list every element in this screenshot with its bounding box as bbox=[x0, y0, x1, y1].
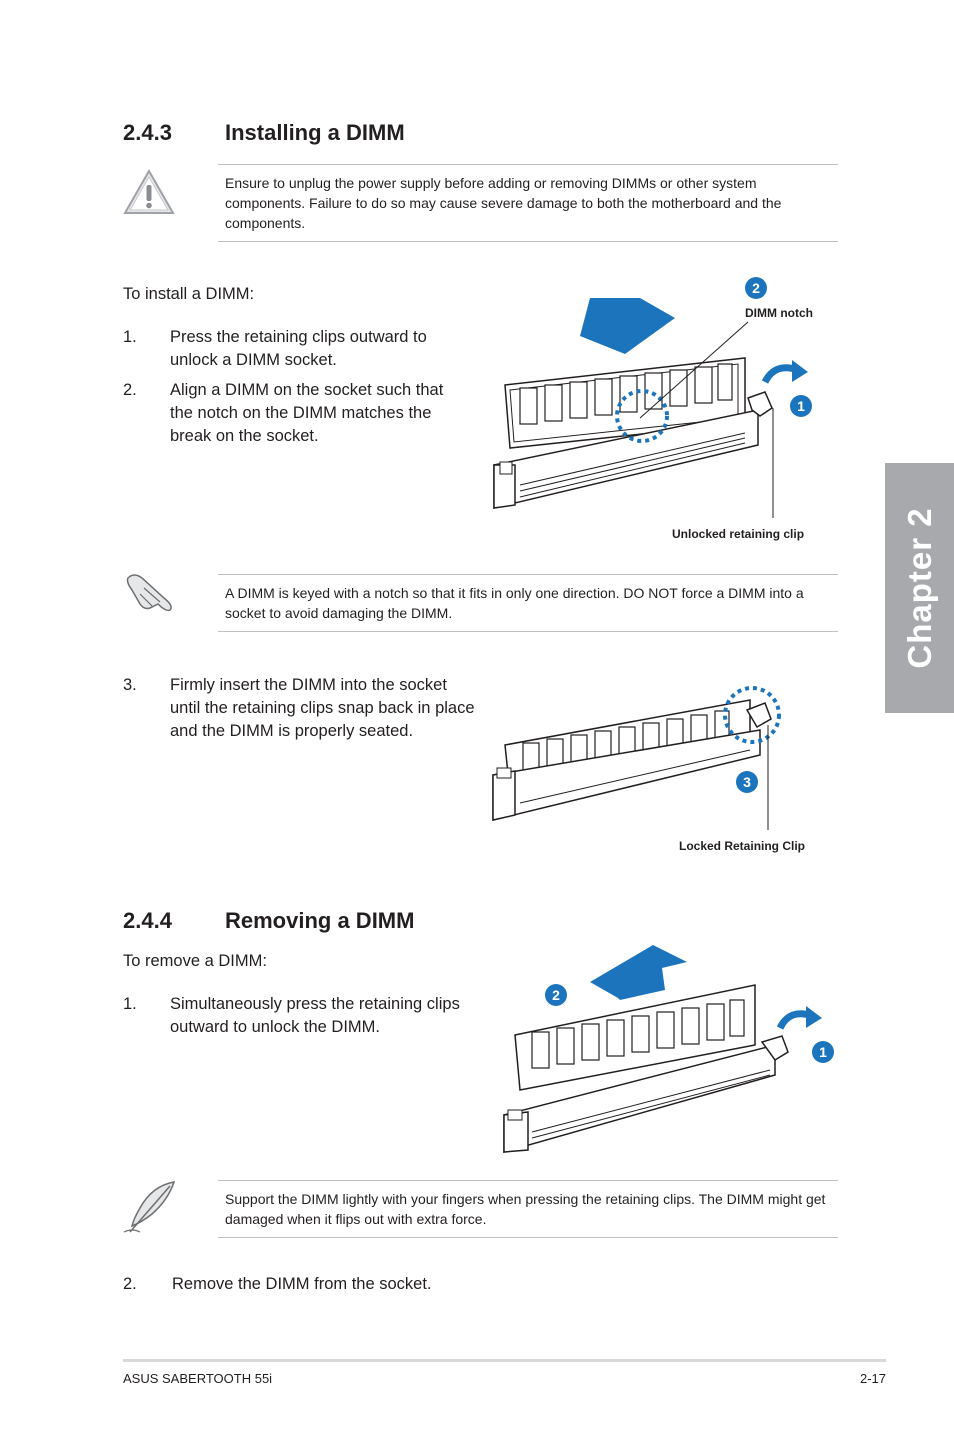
step-number: 2. bbox=[123, 1275, 137, 1293]
dimm-notch-label: DIMM notch bbox=[745, 306, 813, 320]
section-number: 2.4.3 bbox=[123, 120, 172, 145]
install-intro: To install a DIMM: bbox=[123, 285, 255, 303]
step-text: Remove the DIMM from the socket. bbox=[172, 1275, 432, 1293]
step-number: 2. bbox=[123, 381, 137, 399]
dimm-locked-illustration bbox=[485, 675, 830, 860]
section-title: Removing a DIMM bbox=[225, 908, 415, 933]
step-text: Simultaneously press the retaining clips outward to unlock the DIMM. bbox=[170, 995, 460, 1036]
figure-locked-dimm bbox=[485, 675, 830, 860]
figure-install-dimm bbox=[480, 270, 840, 550]
step-number: 1. bbox=[123, 995, 137, 1013]
chapter-tab-label: Chapter 2 bbox=[900, 507, 938, 669]
tip-text: Support the DIMM lightly with your fingers when pressing the retaining clips. The DIMM might get damaged when it flips out with extra force. bbox=[225, 1191, 826, 1227]
remove-step-1 bbox=[123, 993, 473, 1039]
warning-text: Ensure to unplug the power supply before adding or removing DIMMs or other system components. Failure to do so may cause severe damage to both the motherboard and the components. bbox=[225, 175, 782, 231]
footer-page-number: 2-17 bbox=[859, 1371, 886, 1386]
callout-badge-3: 3 bbox=[736, 771, 758, 793]
install-step-3 bbox=[123, 674, 483, 744]
dimm-remove-illustration bbox=[490, 940, 840, 1160]
section-heading-2-4-3 bbox=[123, 120, 623, 148]
step-number: 3. bbox=[123, 676, 137, 694]
section-heading-2-4-4 bbox=[123, 908, 623, 936]
warning-icon bbox=[122, 168, 176, 216]
install-step-1 bbox=[123, 326, 473, 372]
step-text: Firmly insert the DIMM into the socket until the retaining clips snap back in place and the DIMM is properly seated. bbox=[170, 676, 475, 740]
install-step-2 bbox=[123, 379, 473, 449]
locked-clip-label: Locked Retaining Clip bbox=[679, 839, 806, 853]
note-text: A DIMM is keyed with a notch so that it fits in only one direction. DO NOT force a DIMM into a socket to avoid damaging the DIMM. bbox=[225, 585, 804, 621]
step-number: 1. bbox=[123, 328, 137, 346]
section-number: 2.4.4 bbox=[123, 908, 172, 933]
page-footer bbox=[123, 1359, 886, 1386]
remove-intro: To remove a DIMM: bbox=[123, 952, 267, 970]
remove-step-2 bbox=[123, 1273, 523, 1297]
step-text: Align a DIMM on the socket such that the notch on the DIMM matches the break on the socket. bbox=[170, 381, 444, 445]
footer-product: ASUS SABERTOOTH 55i bbox=[123, 1371, 273, 1386]
callout-badge-1: 1 bbox=[790, 395, 812, 417]
note-box bbox=[218, 574, 838, 632]
step-text: Press the retaining clips outward to unlock a DIMM socket. bbox=[170, 328, 427, 369]
unlocked-clip-label: Unlocked retaining clip bbox=[672, 527, 805, 541]
feather-tip-icon bbox=[122, 1178, 180, 1236]
tip-box bbox=[218, 1180, 838, 1238]
callout-badge-2: 2 bbox=[745, 277, 767, 299]
warning-box bbox=[218, 164, 838, 242]
remove-arrow-icon bbox=[590, 945, 687, 1000]
callout-badge-2: 2 bbox=[545, 984, 567, 1006]
figure-remove-dimm bbox=[490, 940, 840, 1160]
chapter-tab bbox=[885, 463, 954, 713]
section-title: Installing a DIMM bbox=[225, 120, 405, 145]
callout-badge-1: 1 bbox=[812, 1041, 834, 1063]
hand-note-icon bbox=[124, 568, 180, 612]
insert-arrow-icon bbox=[580, 298, 675, 354]
